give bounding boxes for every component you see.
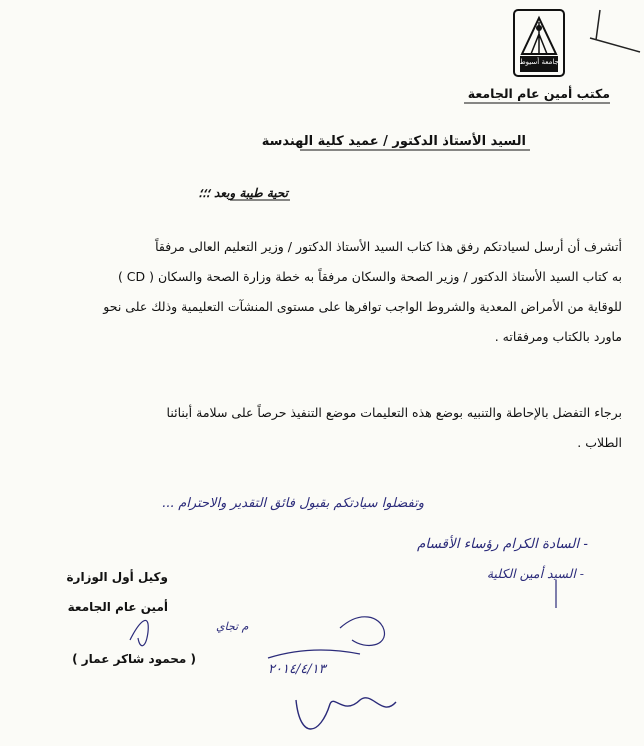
signature-title-2: أمين عام الجامعة — [67, 600, 168, 614]
handwritten-distribution-2: - السيد أمين الكلية — [486, 566, 584, 581]
paragraph-1 — [22, 232, 622, 352]
signature-scribble — [130, 620, 148, 645]
paragraph-2 — [22, 398, 622, 458]
closing-handwritten: وتفضلوا سيادتكم بقبول فائق التقدير والاحترام ... — [161, 496, 424, 511]
paragraph-1-line: أتشرف أن أرسل لسيادتكم رفق هذا كتاب السيد الأستاذ الدكتور / وزير التعليم العالى مرفقاً — [155, 239, 622, 254]
dean-signature-stroke — [268, 650, 360, 658]
paragraph-2-line: برجاء التفضل بالإحاطة والتنبيه بوضع هذه التعليمات موضع التنفيذ حرصاً على سلامة أبنائنا — [166, 405, 622, 420]
handwritten-note: م تجاي — [216, 620, 249, 633]
stamp-scribble — [340, 617, 384, 646]
corner-mark — [590, 10, 640, 52]
handwritten-distribution-1: - السادة الكرام رؤساء الأقسام — [417, 536, 588, 552]
signature-title-1: وكيل أول الوزارة — [66, 570, 168, 584]
recipient-address: السيد الأستاذ الدكتور / عميد كلية الهندسة — [261, 134, 526, 149]
greeting: تحية طيبة وبعد ؛؛؛ — [198, 186, 288, 200]
bottom-signature — [296, 698, 396, 729]
paragraph-1-line: ماورد بالكتاب ومرفقاته . — [494, 329, 622, 344]
paragraph-1-line: به كتاب السيد الأستاذ الدكتور / وزير الصحة والسكان مرفقاً به خطة وزارة الصحة والسكان ( CD ) — [117, 269, 622, 284]
logo-text: جامعة أسيوط — [519, 58, 559, 66]
paragraph-2-line: الطلاب . — [577, 435, 622, 450]
paragraph-1-line: للوقاية من الأمراض المعدية والشروط الواجب توافرها على مستوى المنشآت التعليمية وذلك على نحو — [103, 299, 622, 314]
university-logo — [512, 8, 566, 78]
handwritten-date: ٢٠١٤/٤/١٣ — [268, 662, 326, 677]
signature-name: ( محمود شاكر عمار ) — [72, 652, 196, 666]
office-header: مكتب أمين عام الجامعة — [467, 86, 610, 101]
